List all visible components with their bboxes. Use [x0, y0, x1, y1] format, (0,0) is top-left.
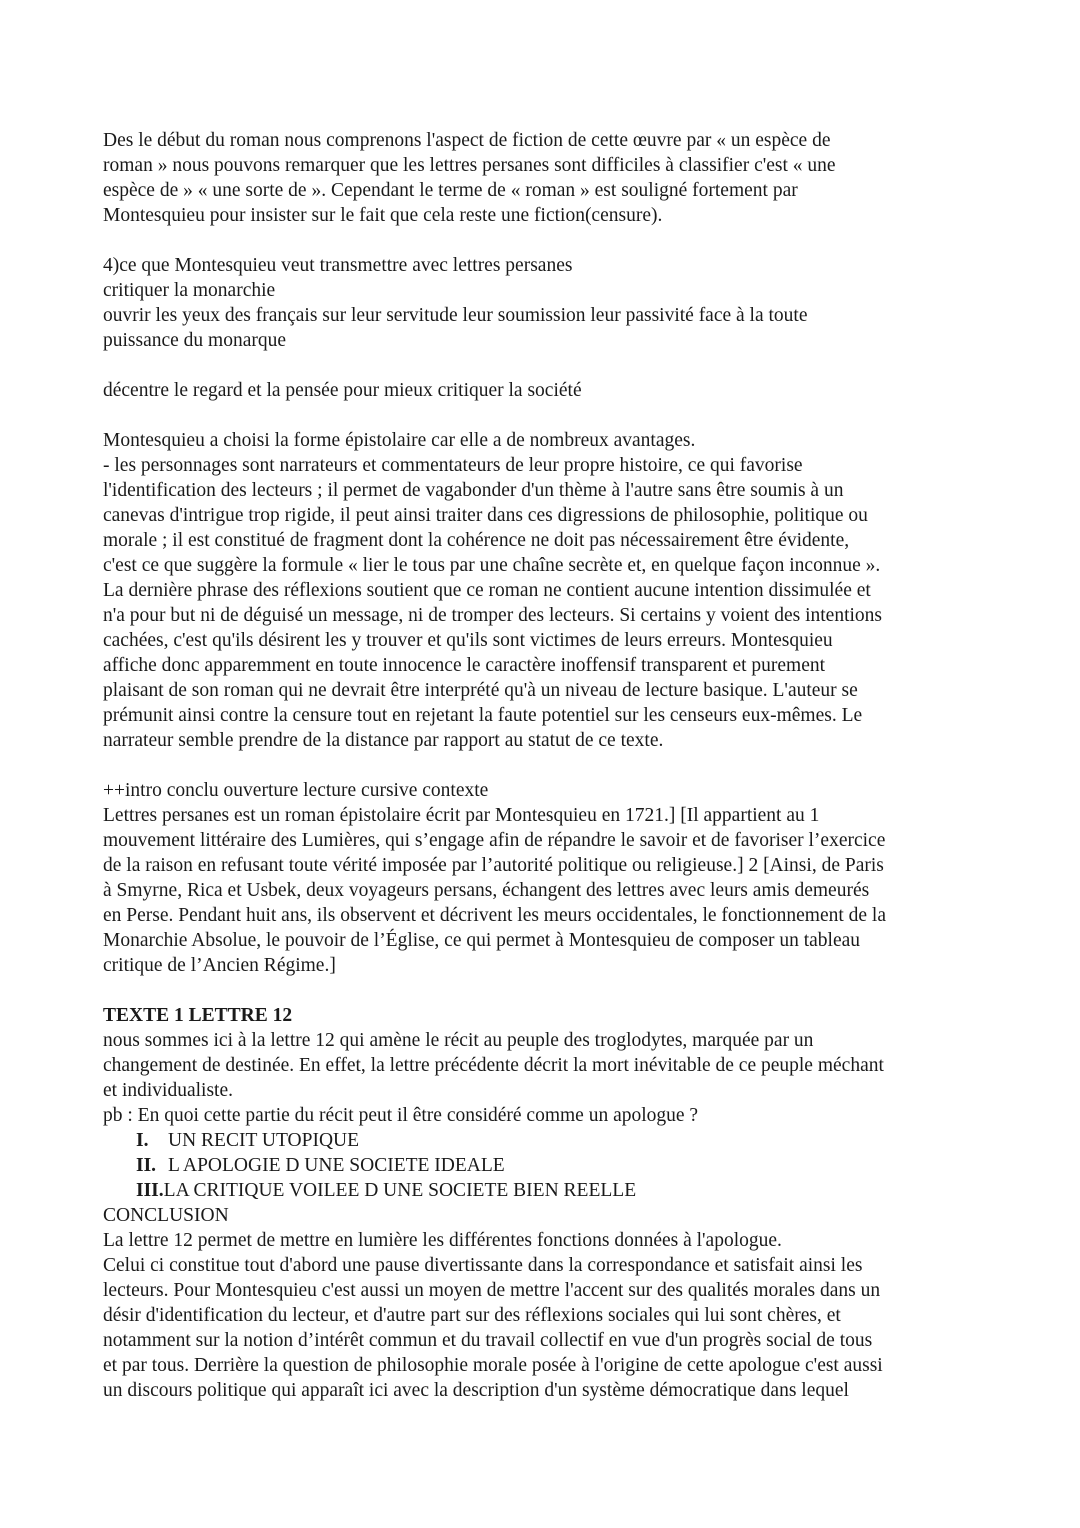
section-heading: TEXTE 1 LETTRE 12: [103, 1005, 293, 1026]
paragraph-epistolary-form: [103, 428, 983, 753]
text-line: affiche donc apparemment en toute innocence le caractère inoffensif transparent et purement: [103, 655, 826, 676]
text-line: mouvement littéraire des Lumières, qui s’engage afin de répandre le savoir et de favoriser l’exercice: [103, 830, 886, 851]
outline-number: II.: [136, 1155, 157, 1176]
text-line: ++intro conclu ouverture lecture cursive contexte: [103, 780, 489, 801]
text-line: espèce de » « une sorte de ». Cependant le terme de « roman » est souligné fortement par: [103, 180, 798, 201]
text-line: Des le début du roman nous comprenons l'aspect de fiction de cette œuvre par « un espèce de: [103, 130, 831, 151]
conclusion-label: CONCLUSION: [103, 1205, 229, 1226]
text-line: canevas d'intrigue trop rigide, il peut ainsi traiter dans ces digressions de philosophie, politique ou: [103, 505, 868, 526]
text-line: nous sommes ici à la lettre 12 qui amène le récit au peuple des troglodytes, marquée par un: [103, 1030, 814, 1051]
text-line: décentre le regard et la pensée pour mieux critiquer la société: [103, 380, 582, 401]
text-line: l'identification des lecteurs ; il permet de vagabonder d'un thème à l'autre sans être soumis à un: [103, 480, 844, 501]
text-line: cachées, c'est qu'ils désirent les y trouver et qu'ils sont victimes de leurs erreurs. Montesquieu: [103, 630, 833, 651]
text-line: morale ; il est constitué de fragment dont la cohérence ne doit pas nécessairement être évidente,: [103, 530, 850, 551]
text-line: Celui ci constitue tout d'abord une pause divertissante dans la correspondance et satisfait ainsi les: [103, 1255, 863, 1276]
outline-list: [103, 1128, 983, 1203]
text-line: Montesquieu pour insister sur le fait que cela reste une fiction(censure).: [103, 205, 663, 226]
outline-item: [103, 1178, 983, 1203]
text-line: ouvrir les yeux des français sur leur servitude leur soumission leur passivité face à la toute: [103, 305, 808, 326]
text-line: c'est ce que suggère la formule « lier le tous par une chaîne secrète et, en quelque façon inconnue ».: [103, 555, 881, 576]
text-line: notamment sur la notion d’intérêt commun et du travail collectif en vue d'un progrès social de tous: [103, 1330, 873, 1351]
outline-number: I.: [136, 1130, 149, 1151]
paragraph-gap: [103, 353, 983, 378]
paragraph-lettre-12: [103, 1028, 983, 1128]
paragraph-gap: [103, 403, 983, 428]
paragraph-decentre: [103, 378, 983, 403]
paragraph-context: [103, 778, 983, 978]
outline-number: III.: [136, 1180, 164, 1201]
text-line: à Smyrne, Rica et Usbek, deux voyageurs persans, échangent des lettres avec leurs amis demeurés: [103, 880, 870, 901]
outline-text: L APOLOGIE D UNE SOCIETE IDEALE: [168, 1155, 505, 1176]
text-line: un discours politique qui apparaît ici avec la description d'un système démocratique dans lequel: [103, 1380, 849, 1401]
paragraph-intentions: [103, 253, 983, 353]
text-line: lecteurs. Pour Montesquieu c'est aussi un moyen de mettre l'accent sur des qualités morales dans un: [103, 1280, 881, 1301]
text-line: Lettres persanes est un roman épistolaire écrit par Montesquieu en 1721.] [Il appartient au 1: [103, 805, 820, 826]
text-line: plaisant de son roman qui ne devrait être interprété qu'à un niveau de lecture basique. L'auteur se: [103, 680, 858, 701]
paragraph-gap: [103, 753, 983, 778]
text-line: n'a pour but ni de déguisé un message, ni de tromper des lecteurs. Si certains y voient des intentions: [103, 605, 883, 626]
outline-item: [103, 1128, 983, 1153]
outline-text: LA CRITIQUE VOILEE D UNE SOCIETE BIEN REELLE: [163, 1180, 637, 1201]
document-page: [103, 128, 983, 1403]
paragraph-fiction: [103, 128, 983, 228]
text-line: de la raison en refusant toute vérité imposée par l’autorité politique ou religieuse.] 2 [Ainsi, de Paris: [103, 855, 884, 876]
paragraph-conclusion: [103, 1228, 983, 1403]
paragraph-gap: [103, 978, 983, 1003]
text-line: - les personnages sont narrateurs et commentateurs de leur propre histoire, ce qui favorise: [103, 455, 803, 476]
text-line: critiquer la monarchie: [103, 280, 276, 301]
outline-item: [103, 1153, 983, 1178]
text-line: Monarchie Absolue, le pouvoir de l’Église, ce qui permet à Montesquieu de composer un tableau: [103, 930, 861, 951]
text-line: roman » nous pouvons remarquer que les lettres persanes sont difficiles à classifier c'est « une: [103, 155, 836, 176]
text-line: puissance du monarque: [103, 330, 287, 351]
text-line: 4)ce que Montesquieu veut transmettre avec lettres persanes: [103, 255, 573, 276]
text-line: La dernière phrase des réflexions soutient que ce roman ne contient aucune intention dissimulée et: [103, 580, 871, 601]
text-line: critique de l’Ancien Régime.]: [103, 955, 336, 976]
text-line: Montesquieu a choisi la forme épistolaire car elle a de nombreux avantages.: [103, 430, 696, 451]
text-line: pb : En quoi cette partie du récit peut il être considéré comme un apologue ?: [103, 1105, 699, 1126]
outline-text: UN RECIT UTOPIQUE: [168, 1130, 360, 1151]
text-line: prémunit ainsi contre la censure tout en rejetant la faute potentiel sur les censeurs eux-mêmes. Le: [103, 705, 863, 726]
text-line: et individualiste.: [103, 1080, 233, 1101]
text-line: en Perse. Pendant huit ans, ils observent et décrivent les meurs occidentales, le fonctionnement de la: [103, 905, 887, 926]
text-line: désir d'identification du lecteur, et d'autre part sur des réflexions sociales qui lui sont chères, et: [103, 1305, 841, 1326]
text-line: et par tous. Derrière la question de philosophie morale posée à l'origine de cette apologue c'est aussi: [103, 1355, 883, 1376]
paragraph-gap: [103, 228, 983, 253]
text-line: narrateur semble prendre de la distance par rapport au statut de ce texte.: [103, 730, 664, 751]
text-line: changement de destinée. En effet, la lettre précédente décrit la mort inévitable de ce peuple méchant: [103, 1055, 884, 1076]
text-line: La lettre 12 permet de mettre en lumière les différentes fonctions données à l'apologue.: [103, 1230, 782, 1251]
